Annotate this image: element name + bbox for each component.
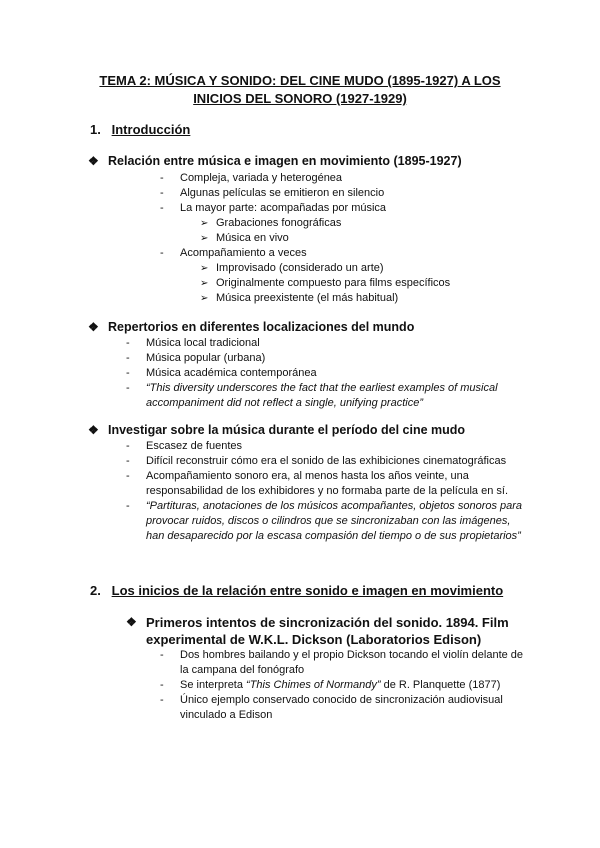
list-item: - La mayor parte: acompañadas por música bbox=[160, 202, 387, 214]
diamond-bullet-heading bbox=[88, 422, 466, 439]
arrow-bullet-icon: ➢ bbox=[200, 233, 209, 244]
quote-continuation: han desaparecido por la escasa compasión del tiempo o de sus propietarios” bbox=[146, 530, 521, 542]
arrow-bullet-icon: ➢ bbox=[200, 278, 209, 289]
list-item: - Dos hombres bailando y el propio Dickson tocando el violín delante de bbox=[160, 649, 524, 661]
list-item: - Único ejemplo conservado conocido de sincronización audiovisual bbox=[160, 694, 503, 706]
list-item: - Acompañamiento sonoro era, al menos hasta los años veinte, una bbox=[126, 470, 469, 482]
section-label: Introducción bbox=[111, 122, 191, 137]
sub-list-item: ➢ Música en vivo bbox=[200, 232, 289, 244]
section-label: Los inicios de la relación entre sonido e imagen en movimiento bbox=[111, 583, 504, 598]
title-line-1: TEMA 2: MÚSICA Y SONIDO: DEL CINE MUDO (1895-1927) A LOS bbox=[99, 73, 501, 88]
list-item: - Se interpreta “This Chimes of Normandy” de R. Planquette (1877) bbox=[160, 679, 501, 691]
list-item: - Difícil reconstruir cómo era el sonido de las exhibiciones cinematográficas bbox=[126, 455, 507, 467]
diamond-bullet-icon: ❖ bbox=[88, 320, 99, 334]
list-item-continuation: responsabilidad de los exhibidores y no formaba parte de la película en sí. bbox=[146, 485, 509, 497]
document-title bbox=[60, 72, 540, 108]
bullet-heading-line-2: experimental de W.K.L. Dickson (Laboratorios Edison) bbox=[146, 632, 482, 647]
sub-list-item: ➢ Grabaciones fonográficas bbox=[200, 217, 342, 229]
arrow-bullet-icon: ➢ bbox=[200, 263, 209, 274]
sub-list-item: ➢ Música preexistente (el más habitual) bbox=[200, 292, 399, 304]
section-number: 1. bbox=[90, 122, 101, 137]
list-item: - Compleja, variada y heterogénea bbox=[160, 172, 343, 184]
section-number: 2. bbox=[90, 583, 101, 598]
diamond-bullet-icon: ❖ bbox=[88, 154, 99, 168]
list-item-continuation: vinculado a Edison bbox=[180, 709, 273, 721]
diamond-bullet-heading bbox=[126, 614, 509, 648]
diamond-bullet-heading bbox=[88, 319, 415, 336]
quote-continuation: accompaniment did not reflect a single, unifying practice” bbox=[146, 397, 423, 409]
diamond-bullet-icon: ❖ bbox=[126, 615, 137, 629]
list-item: - Música popular (urbana) bbox=[126, 352, 266, 364]
sub-list-item: ➢ Originalmente compuesto para films específicos bbox=[200, 277, 451, 289]
bullet-heading-text: Relación entre música e imagen en movimiento (1895-1927) bbox=[108, 154, 462, 168]
quote-continuation: provocar ruidos, discos o cilindros que se sincronizaban con las imágenes, bbox=[146, 515, 511, 527]
diamond-bullet-icon: ❖ bbox=[88, 423, 99, 437]
list-item-continuation: la campana del fonógrafo bbox=[180, 664, 305, 676]
list-item: - Música local tradicional bbox=[126, 337, 260, 349]
quote-item: - “This diversity underscores the fact that the earliest examples of musical bbox=[126, 382, 498, 394]
arrow-bullet-icon: ➢ bbox=[200, 218, 209, 229]
list-item: - Algunas películas se emitieron en silencio bbox=[160, 187, 385, 199]
sub-list-item: ➢ Improvisado (considerado un arte) bbox=[200, 262, 384, 274]
diamond-bullet-heading bbox=[88, 153, 462, 170]
list-item: - Escasez de fuentes bbox=[126, 440, 243, 452]
bullet-heading-line-1: Primeros intentos de sincronización del sonido. 1894. Film bbox=[146, 615, 509, 630]
bullet-heading-text: Investigar sobre la música durante el período del cine mudo bbox=[108, 423, 466, 437]
section-1-heading bbox=[90, 122, 190, 137]
section-2-heading bbox=[90, 583, 503, 598]
title-line-2: INICIOS DEL SONORO (1927-1929) bbox=[193, 91, 407, 106]
arrow-bullet-icon: ➢ bbox=[200, 293, 209, 304]
bullet-heading-text: Repertorios en diferentes localizaciones del mundo bbox=[108, 320, 415, 334]
list-item: - Acompañamiento a veces bbox=[160, 247, 307, 259]
quote-item: - “Partituras, anotaciones de los músicos acompañantes, objetos sonoros para bbox=[126, 500, 523, 512]
list-item: - Música académica contemporánea bbox=[126, 367, 317, 379]
